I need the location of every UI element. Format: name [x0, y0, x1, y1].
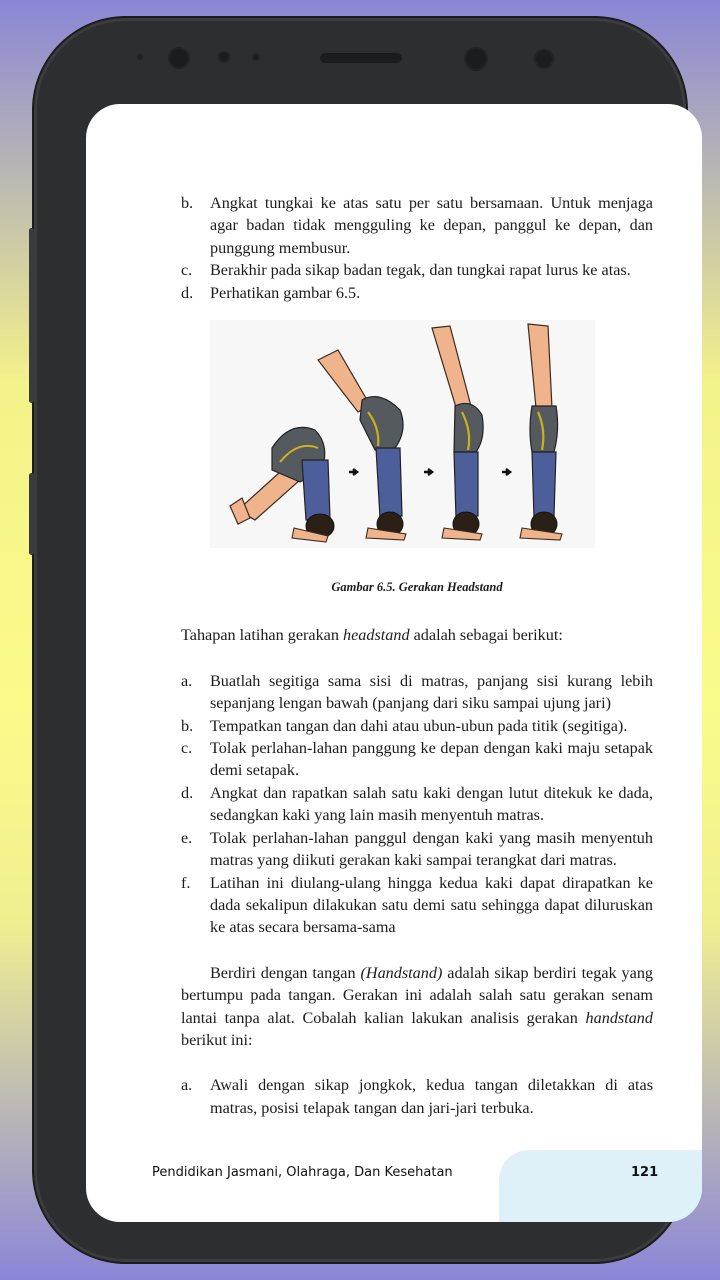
list-item: [181, 259, 653, 281]
list-text: Berakhir pada sikap badan tegak, dan tungkai rapat lurus ke atas.: [210, 261, 631, 280]
headstand-figure: [210, 320, 595, 548]
list-item: [181, 192, 653, 259]
page-content: [181, 192, 653, 1119]
side-button-left-2[interactable]: [29, 473, 34, 555]
headstand-pose-1: [230, 427, 334, 542]
headstand-illustration: [210, 320, 595, 548]
list-label: c.: [181, 739, 193, 758]
list-text: Tolak perlahan-lahan panggung ke depan dengan kaki maju setapak demi setapak.: [210, 739, 653, 780]
phone-frame: [34, 18, 686, 1262]
sensor-dot-2: [252, 53, 260, 61]
list-item: [181, 282, 653, 304]
list-label: b.: [181, 194, 194, 212]
arrow-icon: [502, 469, 510, 475]
list-item: [181, 782, 653, 827]
list-label: a.: [181, 671, 193, 690]
list-label: c.: [181, 261, 193, 280]
page-number: 121: [631, 1165, 659, 1180]
list-text: Tolak perlahan-lahan panggul dengan kaki yang masih menyentuh matras yang diikuti gerakan kaki sampai terangkat dari matras.: [210, 828, 653, 870]
list-text: Latihan ini diulang-ulang hingga kedua kaki dapat dirapatkan ke dada sekalipun dilakukan satu demi satu sehingga dapat diluruskan ke atas secara bersama-sama: [210, 873, 653, 937]
list-text: Perhatikan gambar 6.5.: [210, 283, 361, 302]
list-item: [181, 872, 653, 939]
list-text: Angkat dan rapatkan salah satu kaki dengan lutut ditekuk ke dada, sedangkan kaki yang lain masih menyentuh matras.: [210, 783, 653, 825]
list-label: d.: [181, 783, 194, 802]
proximity-sensor: [137, 54, 143, 60]
list-text: Tempatkan tangan dan dahi atau ubun-ubun pada titik (segitiga).: [210, 716, 628, 735]
footer-page-tab: [499, 1150, 702, 1222]
headstand-pose-2: [318, 350, 406, 540]
footer-book-title: Pendidikan Jasmani, Olahraga, Dan Kesehatan: [152, 1165, 453, 1180]
list-label: e.: [181, 828, 193, 847]
headstand-pose-4: [520, 324, 562, 540]
front-camera: [168, 47, 190, 69]
list-text: Awali dengan sikap jongkok, kedua tangan diletakkan di atas matras, posisi telapak tangan dan jari-jari terbuka.: [210, 1076, 653, 1117]
list-text: Buatlah segitiga sama sisi di matras, panjang sisi kurang lebih sepanjang lengan bawah (panjang dari siku sampai ujung jari): [210, 671, 653, 713]
list-item: [181, 827, 653, 872]
list-label: f.: [181, 873, 191, 892]
arrow-icon: [349, 469, 357, 475]
earpiece-speaker: [320, 53, 402, 63]
sensor-dot-1: [218, 51, 230, 63]
list-label: a.: [181, 1076, 193, 1095]
list-item: [181, 670, 653, 715]
list-label: d.: [181, 283, 194, 302]
sensor-dot-3: [534, 49, 554, 69]
list-label: b.: [181, 716, 194, 735]
document-page[interactable]: [86, 104, 702, 1222]
list-item: [181, 715, 653, 737]
list-item: [181, 1074, 653, 1119]
list-item: [181, 737, 653, 782]
steps-intro: Tahapan latihan gerakan headstand adalah sebagai berikut:: [181, 626, 563, 645]
headstand-pose-3: [432, 326, 483, 540]
list-text: Angkat tungkai ke atas satu per satu bersamaan. Untuk menjaga agar badan tidak mengguling ke depan, panggul ke depan, dan punggung membusur.: [210, 194, 653, 257]
front-camera-2: [464, 47, 488, 71]
figure-caption: Gambar 6.5. Gerakan Headstand: [331, 580, 503, 595]
side-button-left-1[interactable]: [29, 228, 34, 403]
handstand-paragraph: Berdiri dengan tangan (Handstand) adalah sikap berdiri tegak yang bertumpu pada tangan. Gerakan ini adalah salah satu gerakan senam lantai tanpa alat. Cobalah kalian lakukan analisis gerakan handstand berikut ini:: [181, 963, 654, 1049]
arrow-icon: [424, 469, 432, 475]
